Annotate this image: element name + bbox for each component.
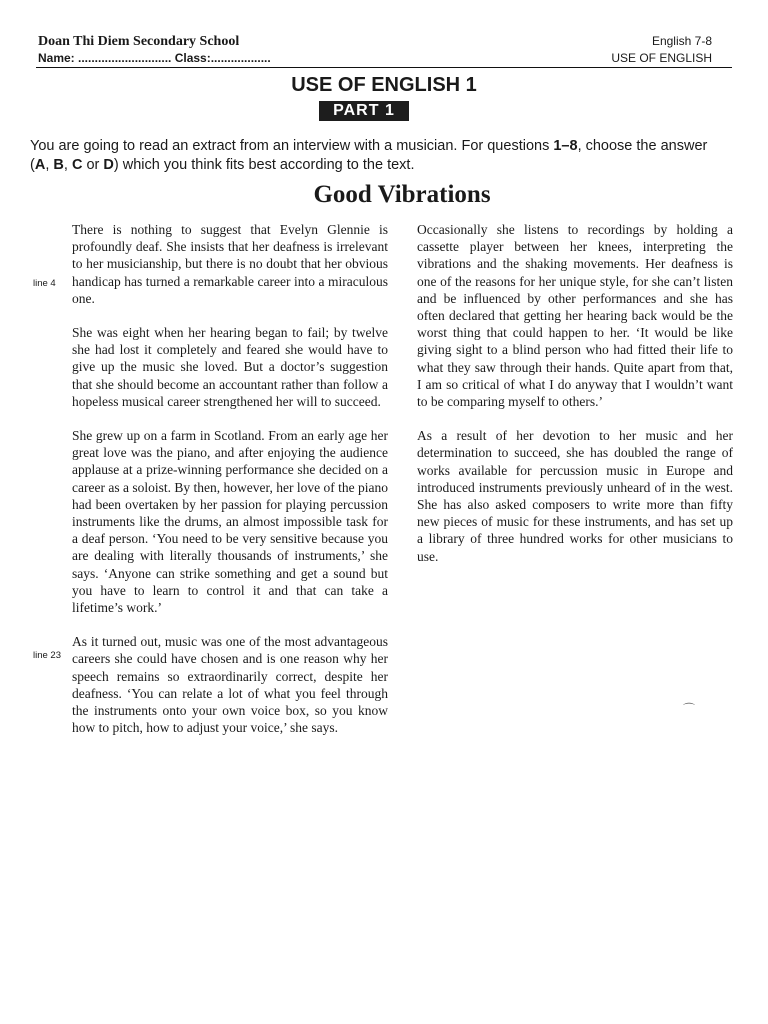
article-paragraph-5: Occasionally she listens to recordings by holding a cassette player between her knees, interpreting the vibrations and the shaking movements. Her deafness is one of the reasons for her unique style, for she can’t listen and be influenced by other performances and she has often declared that getting her hearing back would be the worst thing that could happen to her. ‘It would be like giving sight to a blind person who had fitted their life to what they saw through their hands. Quite apart from that, I am so critical of what I do anyway that I wouldn’t want to be comparing myself to others.’ — [417, 222, 733, 410]
instructions-text-3: ) which you think fits best according to the text. — [113, 157, 415, 173]
task-instructions — [30, 137, 730, 175]
instructions-sep: , — [45, 157, 54, 173]
school-name: Doan Thi Diem Secondary School — [38, 34, 240, 49]
header-divider — [36, 67, 732, 68]
option-a: A — [34, 157, 46, 173]
article-paragraph-3: She grew up on a farm in Scotland. From an early age her great love was the piano, and after enjoying the audience applause at a prize-winning performance she decided on a career as a soloist. By then, however, her love of the piano had been overtaken by her passion for playing percussion instruments like the drums, an almost impossible task for a deaf person. ‘You need to be very sensitive because you are dealing with literally thousands of instruments,’ she says. ‘Anyone can strike something and get a sound but you have to learn to control it and that can take a lifetime’s work.’ — [72, 428, 388, 616]
article-column-left — [72, 221, 388, 753]
option-b: B — [53, 157, 64, 173]
header-left — [38, 33, 271, 66]
article-paragraph-2: She was eight when her hearing began to fail; by twelve she had lost it completely and feared she would have to give up the music she loved. But a doctor’s suggestion that she should become an accountant rather than follow a hopeless musical career strengthened her will to succeed. — [72, 325, 388, 409]
instructions-text-2: , choose the answer ( — [30, 138, 708, 173]
article-paragraph-6: As a result of her devotion to her music and her determination to succeed, she has doubled the range of works available for percussion music in Europe and introduced instruments previously unheard of in the west. She has also asked composers to write more than fifty new pieces of music for these instruments, and has set up a library of three hundred works for other musicians to use. — [417, 428, 733, 564]
part-badge: PART 1 — [319, 101, 409, 121]
instructions-text-1: You are going to read an extract from an interview with a musician. For questions — [30, 138, 554, 154]
line-marker-23: line 23 — [33, 650, 61, 661]
scan-speck: ⌒ — [683, 702, 696, 716]
instructions-sep: or — [82, 157, 104, 173]
question-range: 1–8 — [553, 138, 578, 154]
page-title: USE OF ENGLISH 1 — [291, 74, 477, 96]
name-class-line: Name: ............................ Class:.................. — [38, 51, 271, 65]
course-label: English 7-8 — [651, 34, 712, 48]
article-title: Good Vibrations — [313, 181, 491, 208]
option-c: C — [71, 157, 83, 173]
article-column-right — [417, 221, 733, 582]
header-right — [611, 33, 712, 66]
instructions-sep: , — [63, 157, 72, 173]
option-d: D — [103, 157, 114, 173]
article-paragraph-4: As it turned out, music was one of the most advantageous careers she could have chosen and is one reason why her speech remains so extraordinarily correct, despite her deafness. ‘You can relate a lot of what you feel through the instruments onto your own voice box, so you know how to pitch, how to adjust your voice,’ she says. — [72, 634, 388, 736]
subject-label: USE OF ENGLISH — [611, 51, 712, 65]
article-paragraph-1: There is nothing to suggest that Evelyn Glennie is profoundly deaf. She insists that her deafness is irrelevant to her musicianship, but there is no doubt that her obvious handicap has turned a remarkable career into a miraculous one. — [72, 222, 388, 306]
line-marker-4: line 4 — [33, 278, 56, 289]
